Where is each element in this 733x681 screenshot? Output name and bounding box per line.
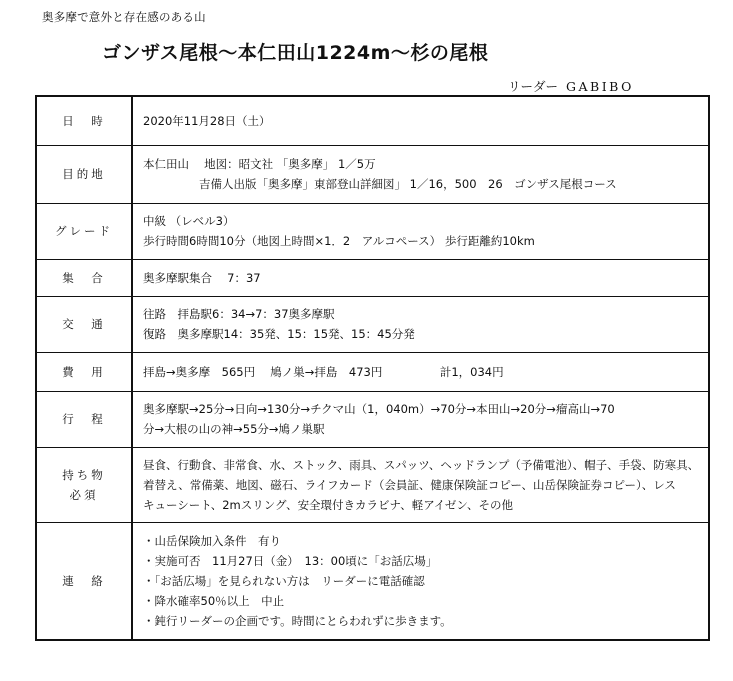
row-destination xyxy=(36,145,709,203)
items-label-1: 持ち物 xyxy=(62,467,106,482)
contact-line: ・鈍行リーダーの企画です。時間にとらわれずに歩きます。 xyxy=(143,613,452,628)
plan-table xyxy=(35,95,710,641)
transport-line-1: 往路 拝島駅6：34→7：37奥多摩駅 xyxy=(143,307,335,321)
contact-line: ・「お話広場」を見られない方は リーダーに電話確認 xyxy=(143,573,425,588)
leader-line xyxy=(508,77,634,95)
itinerary-line-1: 奥多摩駅→25分→日向→130分→チクマ山（1，040m）→70分→本田山→20分→瘤高山→70 xyxy=(143,402,615,416)
page-title: ゴンザス尾根〜本仁田山1224m〜杉の尾根 xyxy=(102,42,489,64)
value-items xyxy=(132,447,709,522)
destination-line-1: 本仁田山 地図：昭文社 「奥多摩」 1／5万 xyxy=(143,157,376,171)
label-transport: 交 通 xyxy=(36,296,132,352)
label-destination: 目的地 xyxy=(36,145,132,203)
items-line-2: 着替え、常備薬、地図、磁石、ライフカード（会員証、健康保険証コピー、山岳保険証券コピー）、レス xyxy=(143,477,676,492)
items-label-2: 必須 xyxy=(69,487,99,502)
contact-line: ・実施可否 11月27日（金） 13：00頃に「お話広場」 xyxy=(143,553,438,568)
value-datetime: 2020年11月28日（土） xyxy=(132,96,709,145)
leader-name: GABIBO xyxy=(566,79,634,94)
value-itinerary xyxy=(132,391,709,447)
value-cost: 拝島→奥多摩 565円 鳩ノ巣→拝島 473円 計1，034円 xyxy=(132,352,709,391)
value-grade xyxy=(132,203,709,259)
label-cost: 費 用 xyxy=(36,352,132,391)
value-meeting: 奥多摩駅集合 7：37 xyxy=(132,259,709,296)
label-contact: 連 絡 xyxy=(36,522,132,640)
items-line-1: 昼食、行動食、非常食、水、ストック、雨具、スパッツ、ヘッドランプ（予備電池）、帽子、手袋、防寒具、 xyxy=(143,457,700,472)
itinerary-line-2: 分→大根の山の神→55分→鳩ノ巣駅 xyxy=(143,422,325,436)
value-destination xyxy=(132,145,709,203)
row-grade xyxy=(36,203,709,259)
header-note: 奥多摩で意外と存在感のある山 xyxy=(42,10,206,24)
row-cost xyxy=(36,352,709,391)
label-datetime: 日 時 xyxy=(36,96,132,145)
row-itinerary xyxy=(36,391,709,447)
contact-line: ・降水確率50％以上 中止 xyxy=(143,593,285,608)
row-datetime xyxy=(36,96,709,145)
row-meeting xyxy=(36,259,709,296)
label-grade: グレード xyxy=(36,203,132,259)
items-line-3: キューシート、2mスリング、安全環付きカラビナ、軽アイゼン、その他 xyxy=(143,497,513,512)
row-transport xyxy=(36,296,709,352)
transport-line-2: 復路 奥多摩駅14：35発、15：15発、15：45分発 xyxy=(143,327,415,341)
grade-line-1: 中級 （レベル3） xyxy=(143,214,235,228)
row-items xyxy=(36,447,709,522)
row-contact xyxy=(36,522,709,640)
value-transport xyxy=(132,296,709,352)
label-itinerary: 行 程 xyxy=(36,391,132,447)
leader-label: リーダー xyxy=(508,79,559,94)
label-items xyxy=(36,447,132,522)
contact-line: ・山岳保険加入条件 有り xyxy=(143,533,281,548)
destination-line-2: 吉備人出版「奥多摩」東部登山詳細図」 1／16，500 26 ゴンザス尾根コース xyxy=(199,177,617,191)
grade-line-2: 歩行時間6時間10分（地図上時間×1．2 アルコペース） 歩行距離約10km xyxy=(143,234,535,248)
label-meeting: 集 合 xyxy=(36,259,132,296)
value-contact xyxy=(132,522,709,640)
